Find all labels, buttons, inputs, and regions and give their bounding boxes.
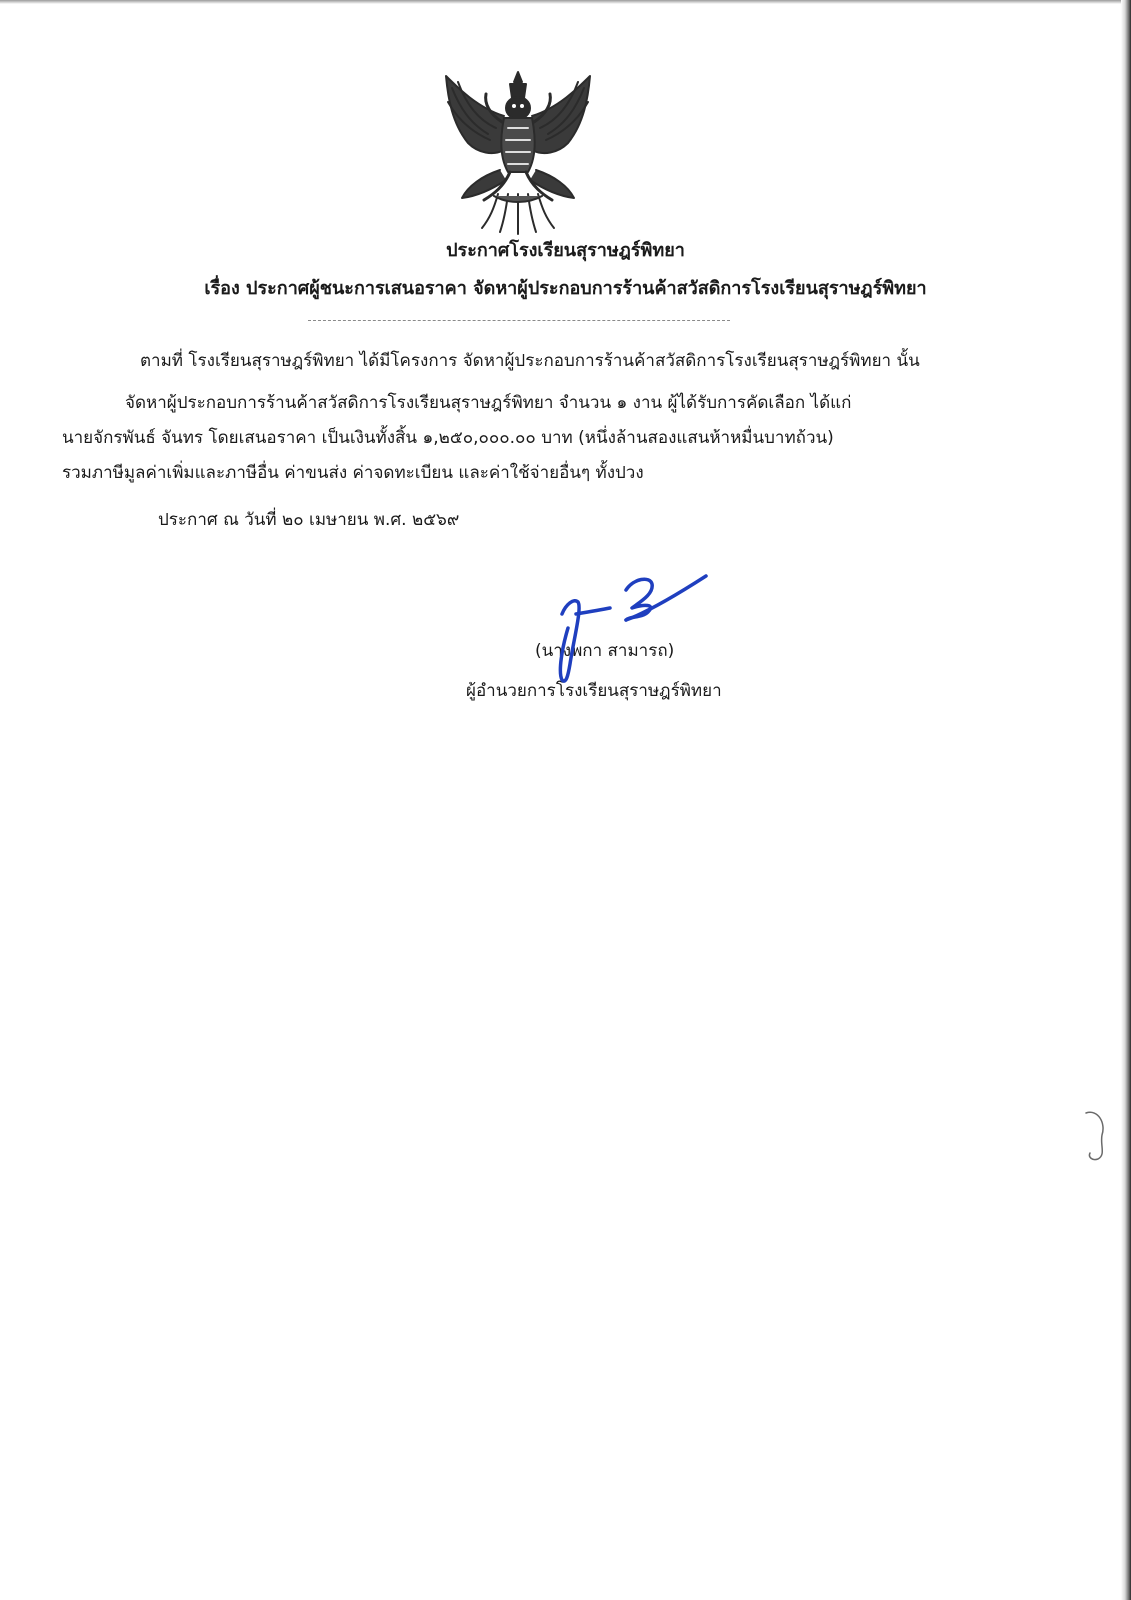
garuda-emblem-icon <box>438 68 598 236</box>
signatory-position: ผู้อำนวยการโรงเรียนสุราษฎร์พิทยา <box>466 681 722 701</box>
margin-pencil-mark-icon <box>1078 1105 1114 1165</box>
signatory-name: (นางพกา สามารถ) <box>535 641 675 661</box>
announcement-heading: ประกาศโรงเรียนสุราษฎร์พิทยา <box>446 240 685 261</box>
body-paragraph-3: นายจักรพันธ์ จันทร โดยเสนอราคา เป็นเงินทั้งสิ้น ๑,๒๕๐,๐๐๐.๐๐ บาท (หนึ่งล้านสองแสนห้าหมื่นบาทถ้วน) <box>62 428 834 448</box>
scan-top-edge <box>0 0 1131 4</box>
body-paragraph-1: ตามที่ โรงเรียนสุราษฎร์พิทยา ได้มีโครงการ จัดหาผู้ประกอบการร้านค้าสวัสดิการโรงเรียนสุราษฎร์พิทยา นั้น <box>140 351 920 371</box>
heading-divider <box>308 320 730 321</box>
announcement-subject: เรื่อง ประกาศผู้ชนะการเสนอราคา จัดหาผู้ประกอบการร้านค้าสวัสดิการโรงเรียนสุราษฎร์พิทยา <box>204 278 927 299</box>
body-paragraph-2: จัดหาผู้ประกอบการร้านค้าสวัสดิการโรงเรียนสุราษฎร์พิทยา จำนวน ๑ งาน ผู้ได้รับการคัดเลือก ได้แก่ <box>125 393 852 413</box>
handwritten-signature-icon <box>548 568 728 688</box>
body-paragraph-4: รวมภาษีมูลค่าเพิ่มและภาษีอื่น ค่าขนส่ง ค่าจดทะเบียน และค่าใช้จ่ายอื่นๆ ทั้งปวง <box>62 463 644 483</box>
announcement-date: ประกาศ ณ วันที่ ๒๐ เมษายน พ.ศ. ๒๕๖๙ <box>158 510 460 530</box>
